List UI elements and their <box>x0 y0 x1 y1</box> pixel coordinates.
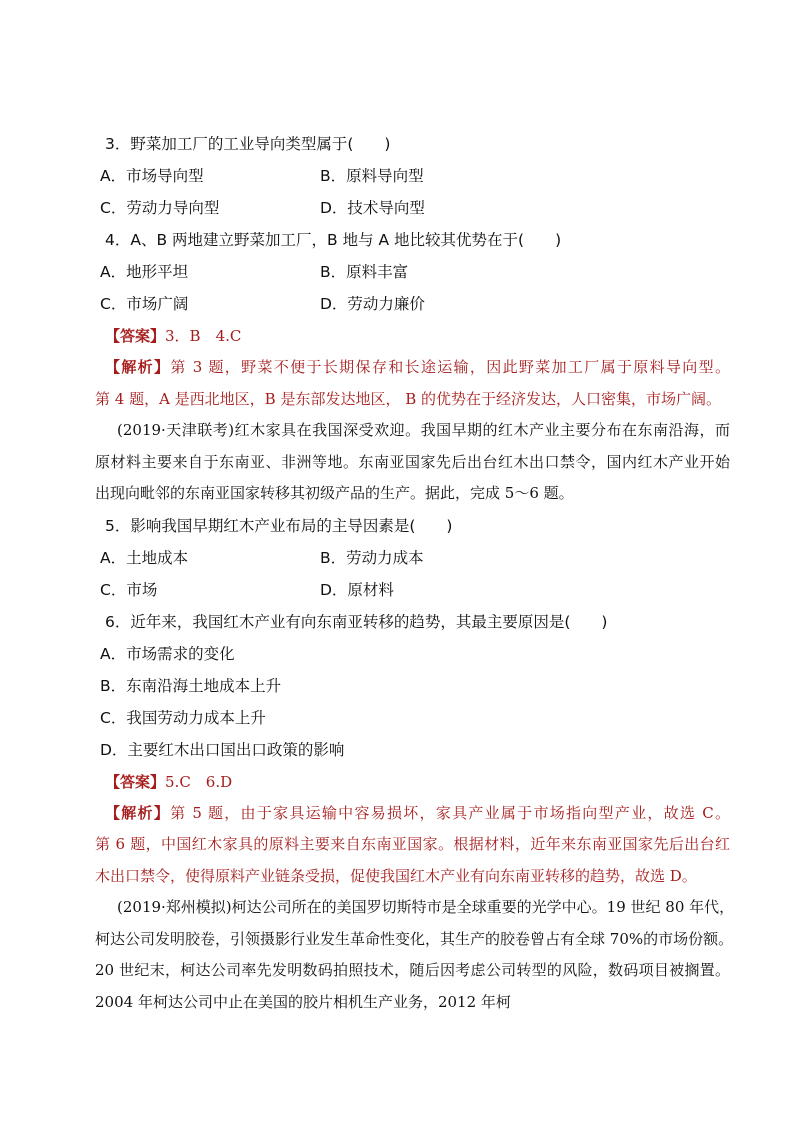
option-d: D．劳动力廉价 <box>320 295 425 313</box>
option-c: C．市场广阔 <box>100 295 189 313</box>
material-passage-1 <box>95 415 730 510</box>
material-line-3: 出现向毗邻的东南亚国家转移其初级产品的生产。据此，完成 5～6 题。 <box>95 484 574 502</box>
option-a: A．土地成本 <box>100 548 189 567</box>
material-line-2: 柯达公司发明胶卷，引领摄影行业发生革命性变化，其生产的胶卷曾占有全球 70%的市场份额。 <box>95 929 734 948</box>
analysis-block-2 <box>95 798 730 893</box>
option-a: A．市场导向型 <box>100 167 204 185</box>
analysis-block-1 <box>95 352 730 415</box>
question-4-options-row-1 <box>100 256 730 288</box>
option-a: A．地形平坦 <box>100 263 189 281</box>
option-c: C．劳动力导向型 <box>100 199 220 217</box>
option-b: B．劳动力成本 <box>320 548 424 567</box>
material-line-3: 20 世纪末，柯达公司率先发明数码拍照技术，随后因考虑公司转型的风险，数码项目被搁置。 <box>95 961 730 979</box>
answer-tag: 【答案】 <box>105 772 166 791</box>
option-b: B．东南沿海土地成本上升 <box>100 676 282 695</box>
option-d: D．主要红木出口国出口政策的影响 <box>100 740 345 759</box>
option-c: C．市场 <box>100 580 158 599</box>
analysis-tag: 【解析】 <box>105 803 171 822</box>
analysis-line-2: 第 6 题，中国红木家具的原料主要来自东南亚国家。根据材料，近年来东南亚国家先后出台红 <box>95 835 730 853</box>
option-a: A．市场需求的变化 <box>100 644 235 663</box>
answer-block-1 <box>100 320 730 352</box>
question-6-stem: 6．近年来，我国红木产业有向东南亚转移的趋势，其最主要原因是( ) <box>105 612 608 631</box>
question-3-options-row-1 <box>100 160 730 192</box>
material-line-4: 2004 年柯达公司中止在美国的胶片相机生产业务，2012 年柯 <box>95 992 511 1011</box>
question-4-stem: 4．A、B 两地建立野菜加工厂，B 地与 A 地比较其优势在于( ) <box>105 231 562 249</box>
analysis-line-2: 第 4 题，A 是西北地区，B 是东部发达地区， B 的优势在于经济发达，人口密集，市场广阔。 <box>95 389 722 408</box>
analysis-line-1: 【解析】第 3 题，野菜不便于长期保存和长途运输，因此野菜加工厂属于原料导向型。 <box>105 358 730 376</box>
question-5-options-row-1 <box>100 542 730 574</box>
question-4-options-row-2 <box>100 288 730 320</box>
material-line-1: (2019·天津联考)红木家具在我国深受欢迎。我国早期的红木产业主要分布在东南沿海，而 <box>117 421 730 439</box>
option-b: B．原料丰富 <box>320 263 409 281</box>
answer-block-2 <box>100 766 730 798</box>
answer-text: 5.C 6.D <box>165 772 233 791</box>
option-d: D．原材料 <box>320 580 394 599</box>
option-c: C．我国劳动力成本上升 <box>100 708 266 727</box>
question-5-stem: 5．影响我国早期红木产业布局的主导因素是( ) <box>105 516 453 535</box>
analysis-tag: 【解析】 <box>105 358 171 376</box>
option-b: B．原料导向型 <box>320 167 424 185</box>
question-3-options-row-2 <box>100 192 730 224</box>
material-line-2: 原材料主要来自于东南亚、非洲等地。东南亚国家先后出台红木出口禁令，国内红木产业开始 <box>95 452 730 471</box>
analysis-line-1: 【解析】第 5 题，由于家具运输中容易损坏，家具产业属于市场指向型产业，故选 C。 <box>105 803 730 822</box>
answer-tag: 【答案】 <box>105 327 166 345</box>
option-d: D．技术导向型 <box>320 199 425 217</box>
material-passage-2 <box>95 892 735 1018</box>
question-5-options-row-2 <box>100 574 730 606</box>
material-line-1: (2019·郑州模拟)柯达公司所在的美国罗切斯特市是全球重要的光学中心。19 世纪 80 年代， <box>117 898 735 916</box>
question-3-stem: 3．野菜加工厂的工业导向类型属于( ) <box>105 135 391 153</box>
document-body <box>95 128 735 1018</box>
analysis-line-3: 木出口禁令，使得原料产业链条受损，促使我国红木产业有向东南亚转移的趋势，故选 D。 <box>95 866 697 885</box>
answer-text: 3．B 4.C <box>165 327 242 345</box>
